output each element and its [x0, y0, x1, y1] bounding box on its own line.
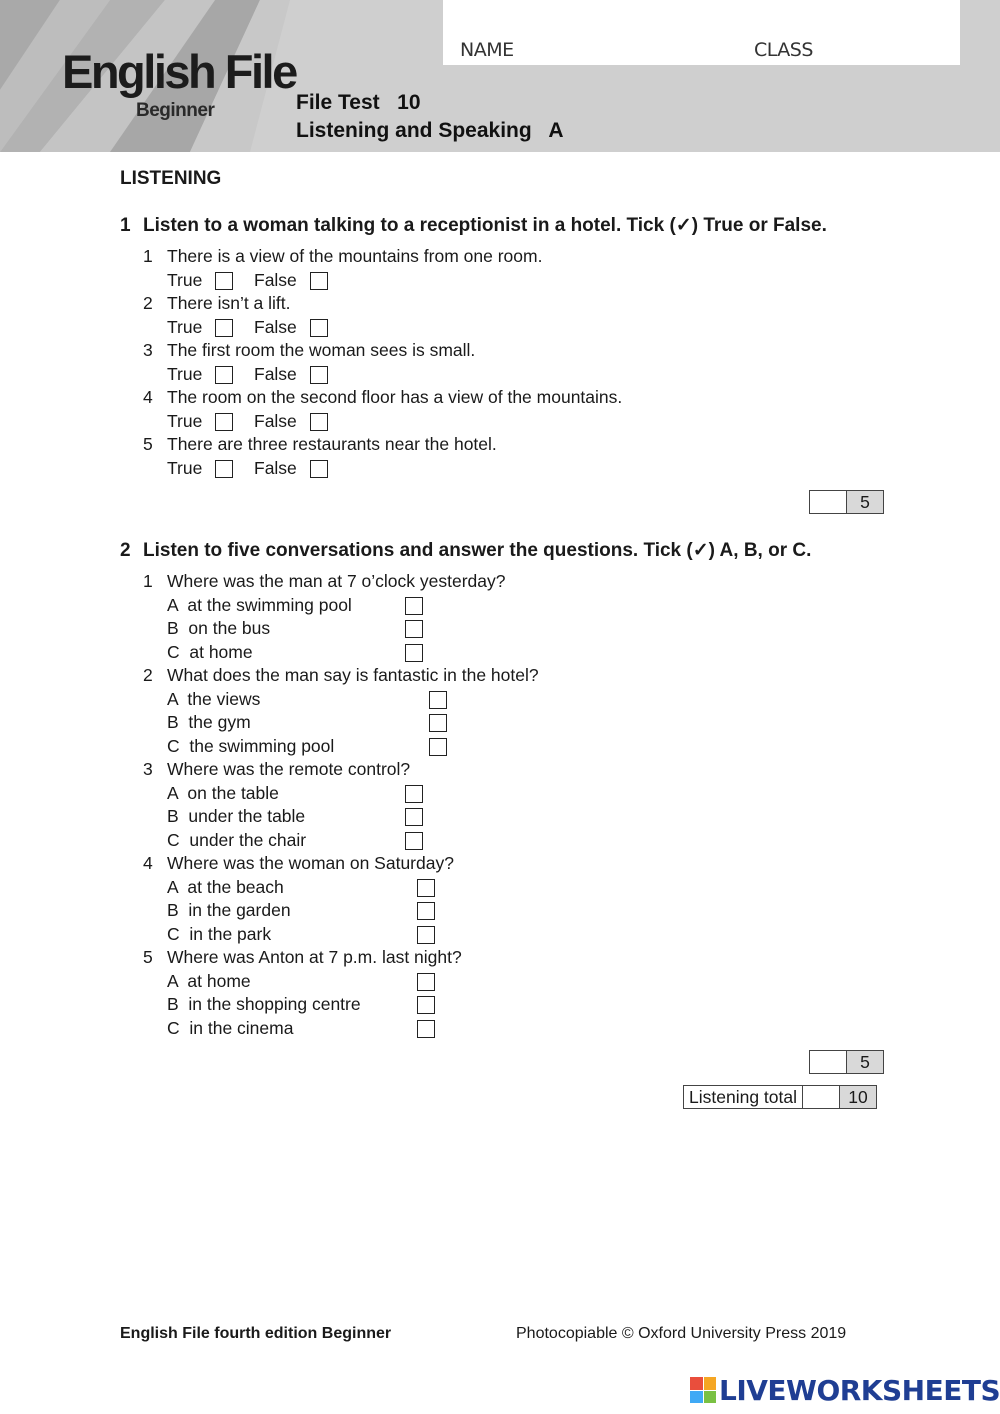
q2-option-checkbox[interactable] — [429, 691, 447, 709]
q1-item-text: There are three restaurants near the hotel. — [167, 434, 497, 454]
q1-item-number: 4 — [143, 387, 153, 407]
q1-item-number: 5 — [143, 434, 153, 454]
q2-item-text: What does the man say is fantastic in the hotel? — [167, 665, 539, 685]
liveworksheets-logo-icon — [690, 1377, 716, 1403]
q2-item — [143, 570, 506, 592]
q2-item-text: Where was the woman on Saturday? — [167, 853, 454, 873]
q2-option-checkbox[interactable] — [405, 597, 423, 615]
true-label: True — [167, 411, 203, 431]
listening-total-input[interactable] — [803, 1086, 840, 1108]
q2-item-text: Where was Anton at 7 p.m. last night? — [167, 947, 462, 967]
q2-option: B the gym — [167, 712, 251, 732]
q2-item — [143, 852, 454, 874]
true-label: True — [167, 270, 203, 290]
true-label: True — [167, 458, 203, 478]
name-class-box — [443, 0, 960, 65]
header-band — [0, 0, 1000, 152]
q2-item — [143, 758, 410, 780]
true-label: True — [167, 317, 203, 337]
q2-item-text: Where was the man at 7 o’clock yesterday? — [167, 571, 506, 591]
false-checkbox[interactable] — [310, 272, 328, 290]
q1-item — [143, 245, 542, 267]
false-label: False — [254, 270, 297, 290]
false-checkbox[interactable] — [310, 413, 328, 431]
q1-item-text: There is a view of the mountains from one room. — [167, 246, 543, 266]
q2-item-text: Where was the remote control? — [167, 759, 411, 779]
q2-option-checkbox[interactable] — [417, 902, 435, 920]
q2-option-checkbox[interactable] — [417, 879, 435, 897]
q2-option-checkbox[interactable] — [417, 973, 435, 991]
q2-option: A on the table — [167, 782, 279, 803]
q1-score-max: 5 — [847, 491, 883, 513]
q1-item-text: The room on the second floor has a view of the mountains. — [167, 387, 623, 407]
q2-item-number: 4 — [143, 853, 153, 873]
q2-item — [143, 946, 462, 968]
section-heading: LISTENING — [120, 168, 222, 189]
q2-item-number: 1 — [143, 571, 153, 591]
footer-copyright: Photocopiable © Oxford University Press 2019 — [516, 1325, 847, 1342]
q1-item — [143, 433, 497, 455]
q2-option: C at home — [167, 641, 253, 662]
q2-score-box — [809, 1050, 884, 1074]
q2-option-checkbox[interactable] — [429, 738, 447, 756]
q2-option: B in the shopping centre — [167, 994, 361, 1014]
class-label: CLASS — [754, 39, 813, 61]
q1-instruction: Listen to a woman talking to a receptionist in a hotel. Tick (✓) True or False. — [143, 215, 827, 236]
q2-option-checkbox[interactable] — [405, 808, 423, 826]
false-label: False — [254, 364, 297, 384]
q1-score-input[interactable] — [810, 491, 847, 513]
true-label: True — [167, 364, 203, 384]
q1-item-number: 2 — [143, 293, 153, 313]
q2-option: C in the cinema — [167, 1017, 294, 1038]
q2-option-checkbox[interactable] — [405, 644, 423, 662]
false-label: False — [254, 458, 297, 478]
q2-item — [143, 664, 539, 686]
q2-score-input[interactable] — [810, 1051, 847, 1073]
q2-option-checkbox[interactable] — [405, 832, 423, 850]
listening-total-box — [683, 1085, 877, 1109]
q1-item-text: The first room the woman sees is small. — [167, 340, 476, 360]
q2-number: 2 — [120, 540, 131, 561]
q2-option-checkbox[interactable] — [417, 926, 435, 944]
q2-option: A at home — [167, 970, 251, 991]
false-label: False — [254, 411, 297, 431]
q2-option-checkbox[interactable] — [429, 714, 447, 732]
q2-option: A the views — [167, 688, 261, 709]
liveworksheets-wordmark: LIVEWORKSHEETS — [719, 1373, 1000, 1407]
true-checkbox[interactable] — [215, 319, 233, 337]
false-checkbox[interactable] — [310, 366, 328, 384]
q2-option: C under the chair — [167, 829, 307, 850]
name-label: NAME — [460, 39, 514, 61]
q2-option: C in the park — [167, 923, 272, 944]
q2-option-checkbox[interactable] — [405, 785, 423, 803]
q1-number: 1 — [120, 215, 131, 236]
q1-title — [120, 214, 827, 237]
q2-instruction: Listen to five conversations and answer the questions. Tick (✓) A, B, or C. — [143, 540, 812, 561]
logo-subtitle: Beginner — [136, 100, 215, 121]
q1-item — [143, 386, 622, 408]
true-checkbox[interactable] — [215, 272, 233, 290]
true-checkbox[interactable] — [215, 460, 233, 478]
test-title-line2: Listening and Speaking A — [296, 119, 564, 142]
listening-total-label: Listening total — [684, 1086, 803, 1108]
q2-item-number: 3 — [143, 759, 153, 779]
q2-option: B in the garden — [167, 900, 291, 920]
test-title-line1: File Test 10 — [296, 91, 421, 114]
false-checkbox[interactable] — [310, 460, 328, 478]
q2-option: B under the table — [167, 806, 306, 826]
q2-option-checkbox[interactable] — [405, 620, 423, 638]
q2-title — [120, 539, 811, 562]
q1-item — [143, 339, 475, 361]
footer-edition: English File fourth edition Beginner — [120, 1325, 392, 1342]
q1-item-text: There isn’t a lift. — [167, 293, 291, 313]
true-checkbox[interactable] — [215, 366, 233, 384]
q2-score-max: 5 — [847, 1051, 883, 1073]
q1-score-box — [809, 490, 884, 514]
q2-item-number: 5 — [143, 947, 153, 967]
q2-option: C the swimming pool — [167, 735, 335, 756]
liveworksheets-brand — [690, 1374, 1000, 1406]
false-checkbox[interactable] — [310, 319, 328, 337]
q1-item-number: 1 — [143, 246, 153, 266]
true-checkbox[interactable] — [215, 413, 233, 431]
q1-item-number: 3 — [143, 340, 153, 360]
logo-title: English File — [62, 45, 296, 98]
q2-item-number: 2 — [143, 665, 153, 685]
q2-option-checkbox[interactable] — [417, 1020, 435, 1038]
listening-total-max: 10 — [840, 1086, 876, 1108]
q2-option: A at the swimming pool — [167, 594, 352, 615]
test-title — [296, 89, 564, 145]
q2-option: B on the bus — [167, 618, 271, 638]
false-label: False — [254, 317, 297, 337]
q1-item — [143, 292, 291, 314]
q2-option-checkbox[interactable] — [417, 996, 435, 1014]
q2-option: A at the beach — [167, 876, 284, 897]
